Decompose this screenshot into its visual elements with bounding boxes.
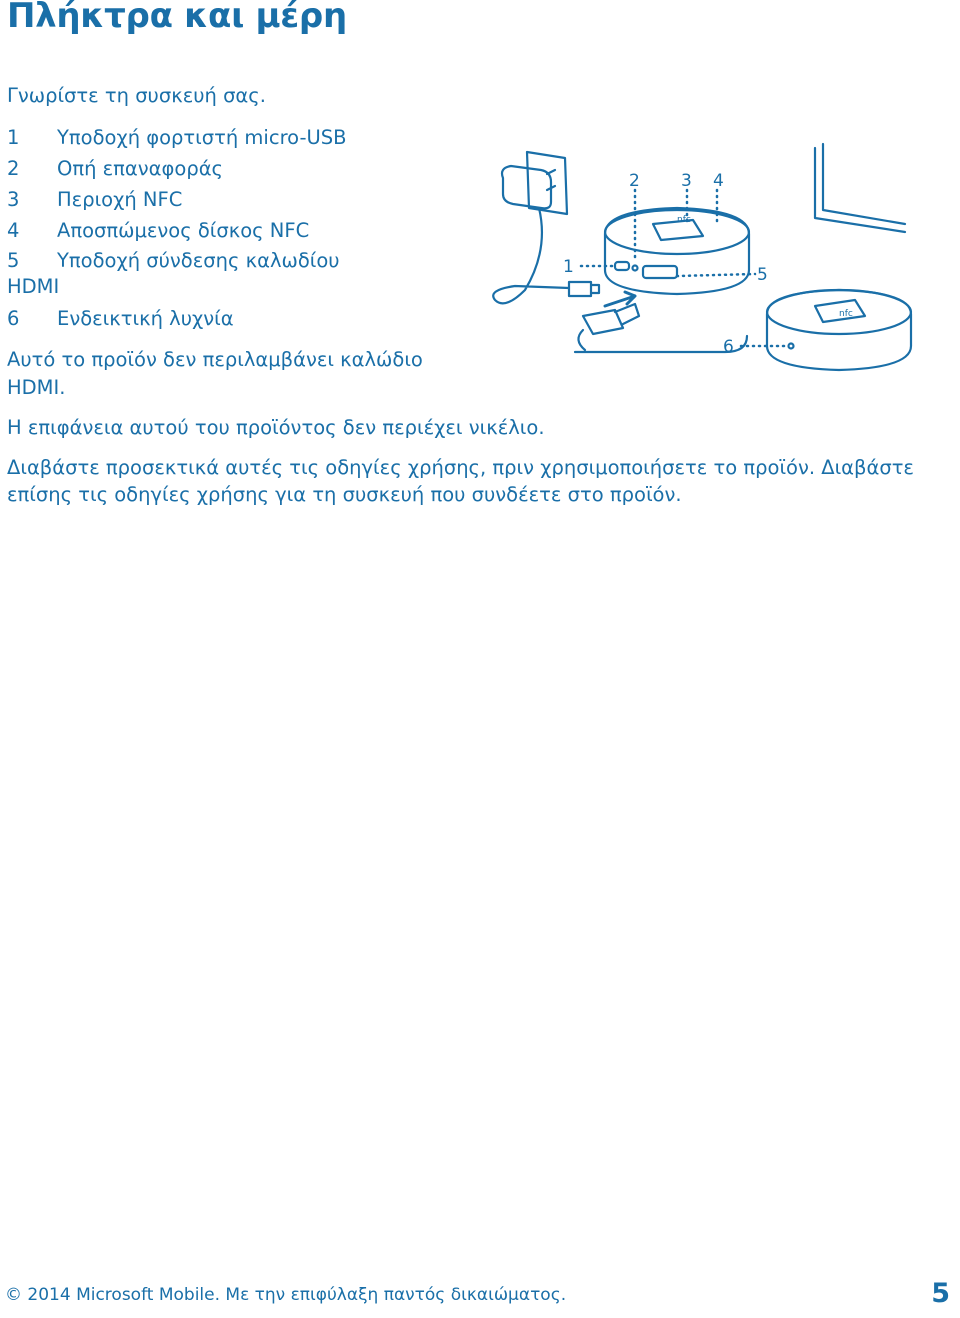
indicator-light — [789, 344, 794, 349]
part-item-4 — [7, 215, 397, 246]
part-label: Υποδοχή σύνδεσης καλωδίου — [57, 249, 340, 272]
part-item-1 — [7, 122, 397, 153]
hdmi-plug — [583, 304, 639, 334]
part-item-2 — [7, 153, 397, 184]
part-number: 3 — [7, 188, 20, 211]
part-item-5 — [7, 246, 397, 303]
part-number: 6 — [7, 307, 20, 330]
nickel-notice: Η επιφάνεια αυτού του προϊόντος δεν περιέχει νικέλιο. — [7, 416, 545, 439]
intro-text: Γνωρίστε τη συσκευή σας. — [7, 84, 266, 107]
usb-port — [615, 262, 629, 270]
callout-5: 5 — [757, 265, 768, 285]
hdmi-cable — [575, 336, 747, 352]
part-number: 1 — [7, 126, 20, 149]
copyright-text: 2014 Microsoft Mobile. Με την επιφύλαξη παντός δικαιώματος. — [27, 1285, 567, 1305]
part-label: Αποσπώμενος δίσκος NFC — [57, 219, 310, 242]
part-label: Περιοχή NFC — [57, 188, 183, 211]
hdmi-cable-note: Αυτό το προϊόν δεν περιλαμβάνει καλώδιο HDMI. — [7, 348, 423, 399]
charger-cable — [493, 208, 569, 303]
callout-2: 2 — [629, 171, 640, 191]
device-diagram — [485, 140, 920, 380]
page-number: 5 — [931, 1278, 950, 1309]
callout-4: 4 — [713, 171, 724, 191]
part-label: Ενδεικτική λυχνία — [57, 307, 234, 330]
part-number: 2 — [7, 157, 20, 180]
callout-6: 6 — [723, 337, 734, 357]
callout-3: 3 — [681, 171, 692, 191]
copyright-symbol: © — [5, 1285, 22, 1305]
parts-list — [7, 122, 397, 334]
micro-usb-plug — [569, 282, 599, 296]
part-label: Υποδοχή φορτιστή micro-USB — [57, 126, 347, 149]
part-label-continued: HDMI — [7, 275, 60, 298]
part-number: 5 — [7, 249, 20, 272]
part-item-3 — [7, 184, 397, 215]
callout-1: 1 — [563, 257, 574, 277]
read-instructions-notice: Διαβάστε προσεκτικά αυτές τις οδηγίες χρήσης, πριν χρησιμοποιήσετε το προϊόν. Διαβάστε επίσης τις οδηγίες χρήσης για τη συσκευή που συνδέετε στο προϊόν. — [7, 456, 914, 506]
insert-arrow — [605, 292, 635, 306]
nfc-mark: nfc — [839, 309, 853, 319]
page-title: Πλήκτρα και μέρη — [7, 0, 347, 36]
footer-copyright — [5, 1285, 566, 1305]
charger-icon — [502, 166, 551, 208]
reset-hole — [633, 266, 638, 271]
part-label: Οπή επαναφοράς — [57, 157, 223, 180]
hdmi-port — [643, 266, 677, 278]
part-number: 4 — [7, 219, 20, 242]
wall-socket — [527, 152, 567, 214]
part-item-6 — [7, 303, 397, 334]
nfc-mark: nfc — [677, 215, 691, 225]
monitor — [815, 144, 905, 232]
